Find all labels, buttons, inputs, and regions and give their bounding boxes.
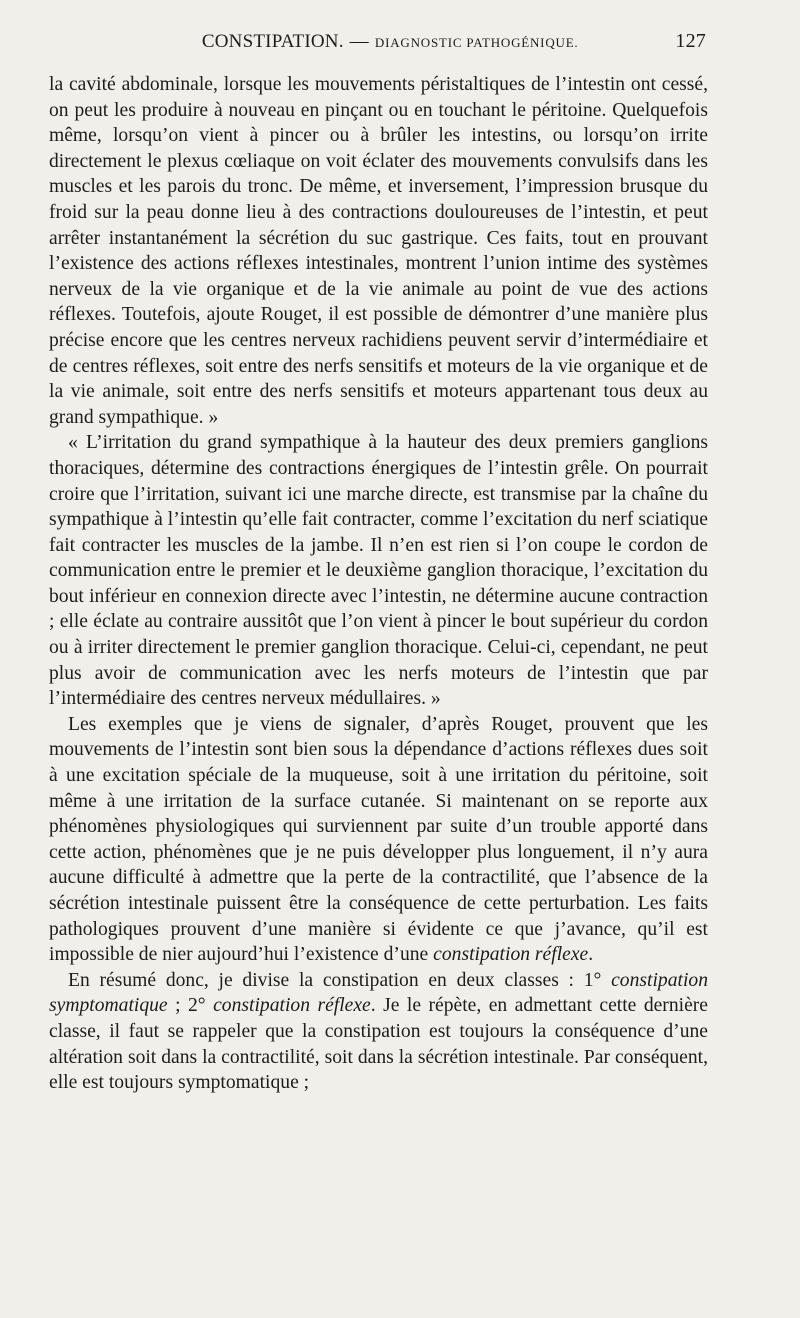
paragraph-text: ; 2° [167, 995, 214, 1017]
paragraph-1 [49, 72, 708, 430]
italic-term: constipation symptomatique [49, 969, 708, 1017]
italic-term: constipation réflexe [433, 944, 589, 966]
paragraph-text: . [588, 944, 594, 966]
paragraph-text: . Je le répète, en admettant cette dernière classe, il faut se rappeler que la constipation est toujours la conséquence d’une altération soit dans la contractilité, soit dans la sécrétion intestinale. Par conséquent, elle est toujours symptomatique ; [49, 995, 708, 1094]
paragraph-3 [49, 712, 708, 968]
running-title [49, 31, 675, 53]
paragraph-2 [49, 430, 708, 712]
italic-term: constipation réflexe [213, 995, 371, 1017]
paragraph-text: En résumé donc, je divise la constipation en deux classes : 1° [68, 969, 612, 991]
running-title-main: CONSTIPATION. [201, 31, 344, 52]
paragraph-4 [49, 968, 708, 1096]
paragraph-text: Les exemples que je viens de signaler, d’après Rouget, prouvent que les mouvements de l’intestin sont bien sous la dépendance d’actions réflexes dues soit à une excitation spéciale de la muqueuse, soit à une irritation du péritoine, soit même à une irritation de la surface cutanée. Si maintenant on se reporte aux phénomènes physiologiques qui surviennent par suite d’un trouble apporté dans cette action, phénomènes que je ne puis développer plus longuement, il n’y aura aucune difficulté à admettre que la perte de la contractilité, que l’absence de la sécrétion intestinale puissent être la conséquence de cette perturbation. Les faits pathologiques prouvent d’une manière si évidente ce que j’avance, qu’il est impossible de nier aujourd’hui l’existence d’une [49, 713, 708, 966]
running-title-separator: — [349, 31, 369, 52]
running-title-sub: DIAGNOSTIC PATHOGÉNIQUE. [374, 35, 579, 50]
paragraph-text: « L’irritation du grand sympathique à la hauteur des deux premiers ganglions thoraciques, détermine des contractions énergiques de l’intestin grêle. On pourrait croire que l’irritation, suivant ici une marche directe, est transmise par la chaîne du sympathique à l’intestin qu’elle fait contracter, comme l’excitation du nerf sciatique fait contracter les muscles de la jambe. Il n’en est rien si l’on coupe le cordon de communication entre le premier et le deuxième ganglion thoracique, l’excitation du bout inférieur en connexion directe avec l’intestin, ne détermine aucune contraction ; elle éclate au contraire aussitôt que l’on vient à pincer le bout supérieur du cordon ou à irriter directement le premier ganglion thoracique. Celui-ci, cependant, ne peut plus avoir de communication avec les nerfs moteurs de l’intestin que par l’intermédiaire des centres nerveux médullaires. » [49, 432, 708, 710]
running-header [49, 30, 708, 60]
paragraph-text: la cavité abdominale, lorsque les mouvements péristaltiques de l’intestin ont cessé, on peut les produire à nouveau en pinçant ou en touchant le péritoine. Quelquefois même, lorsqu’on vient à pincer ou à brûler les intestins, ou lorsqu’on irrite directement le plexus cœliaque on voit éclater des mouvements convulsifs dans les muscles et les parois du tronc. De même, et inversement, l’impression brusque du froid sur la peau donne lieu à des contractions douloureuses de l’intestin, et peut arrêter instantanément la sécrétion du suc gastrique. Ces faits, tout en prouvant l’existence des actions réflexes intestinales, montrent l’union intime des systèmes nerveux de la vie organique et de la vie animale au point de vue des actions réflexes. Toutefois, ajoute Rouget, il est possible de démontrer d’une manière plus précise encore que les centres nerveux rachidiens peuvent servir d’intermédiaire et de centres réflexes, soit entre des nerfs sensitifs et moteurs de la vie organique et de la vie animale, soit entre des nerfs sensitifs et moteurs appartenant tous deux au grand sympathique. » [49, 74, 708, 428]
body-text [49, 72, 708, 1096]
page-number: 127 [675, 30, 706, 52]
